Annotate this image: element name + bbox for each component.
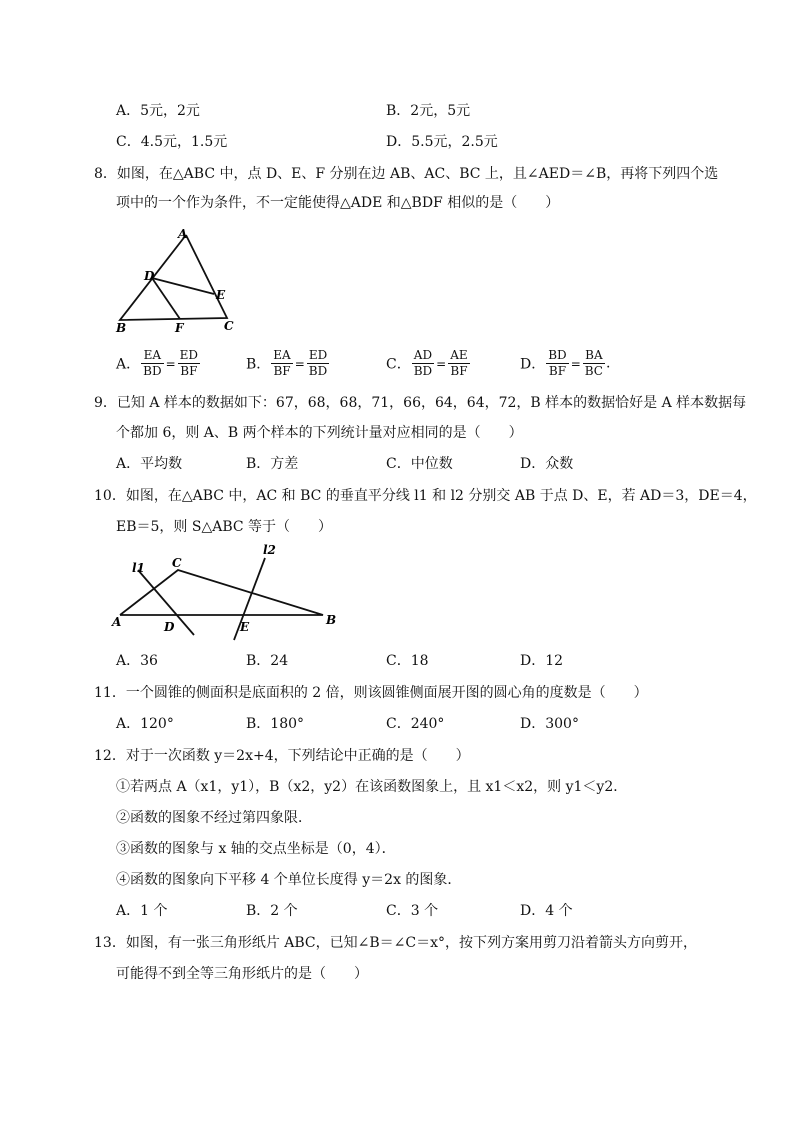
q9-stem-line1: 9．已知 A 样本的数据如下：67，68，68，71，66，64，64，72，B 样本的数据恰好是 A 样本数据每 (94, 395, 747, 411)
q8-label-b: B (116, 321, 127, 335)
q8-triangle-figure (110, 222, 250, 340)
q9-option-d: D．众数 (520, 456, 574, 472)
q9-stem-line2: 个都加 6，则 A、B 两个样本的下列统计量对应相同的是（ ） (116, 425, 523, 441)
q8-label-c: C (224, 319, 234, 333)
q10-label-c: C (172, 556, 182, 570)
q8-label-d: D (144, 269, 155, 283)
q12-stem: 12．对于一次函数 y＝2x+4，下列结论中正确的是（ ） (94, 748, 470, 764)
q11-option-a: A．120° (116, 716, 174, 732)
q9-option-a: A．平均数 (116, 456, 183, 472)
q10-label-d: D (164, 620, 175, 634)
q8-stem-line2: 项中的一个作为条件，不一定能使得△ADE 和△BDF 相似的是（ ） (116, 195, 560, 211)
q9-option-c: C．中位数 (386, 456, 453, 472)
q7-option-a: A．5元，2元 (116, 103, 200, 119)
q8-label-e: E (216, 288, 226, 302)
q8-option-a: A． $\frac{EA}{BD}$ = $\frac{ED}{BF}$ (116, 348, 199, 378)
q10-label-l1: l1 (132, 561, 145, 575)
q7-option-c: C．4.5元，1.5元 (116, 134, 228, 150)
q11-option-c: C．240° (386, 716, 445, 732)
q7-option-d: D．5.5元，2.5元 (386, 134, 498, 150)
q12-option-d: D．4 个 (520, 903, 573, 919)
q12-option-a: A．1 个 (116, 903, 168, 919)
q11-stem: 11．一个圆锥的侧面积是底面积的 2 倍，则该圆锥侧面展开图的圆心角的度数是（ ） (94, 685, 648, 701)
q10-label-l2: l2 (263, 543, 276, 557)
q11-option-b: B．180° (246, 716, 305, 732)
q8-option-b: B． $\frac{EA}{BF}$ = $\frac{ED}{BD}$ (246, 348, 328, 378)
q12-statement-2: ②函数的图象不经过第四象限． (116, 810, 312, 826)
q10-label-a: A (112, 615, 122, 629)
q13-stem-line2: 可能得不到全等三角形纸片的是（ ） (116, 966, 368, 982)
q12-statement-3: ③函数的图象与 x 轴的交点坐标是（0，4）． (116, 841, 396, 857)
q12-statement-4: ④函数的图象向下平移 4 个单位长度得 y＝2x 的图象． (116, 872, 462, 888)
q11-option-d: D．300° (520, 716, 579, 732)
q10-option-a: A．36 (116, 653, 158, 669)
q12-option-b: B．2 个 (246, 903, 298, 919)
q7-option-b: B．2元，5元 (386, 103, 471, 119)
q9-option-b: B．方差 (246, 456, 299, 472)
q10-option-d: D．12 (520, 653, 564, 669)
q8-label-a: A (178, 227, 188, 241)
q12-option-c: C．3 个 (386, 903, 439, 919)
q10-label-b: B (326, 613, 337, 627)
q8-option-c: C． $\frac{AD}{BD}$ = $\frac{AE}{BF}$ (386, 348, 468, 378)
q8-stem-line1: 8．如图，在△ABC 中，点 D、E、F 分别在边 AB、AC、BC 上，且∠AED＝∠B，再将下列四个选 (94, 166, 719, 182)
q10-stem-line1: 10．如图，在△ABC 中，AC 和 BC 的垂直平分线 l1 和 l2 分别交 AB 于点 D、E，若 AD＝3，DE＝4， (94, 488, 757, 504)
q8-option-d: D． $\frac{BD}{BF}$ = $\frac{BA}{BC}$ . (520, 348, 611, 378)
q10-option-c: C．18 (386, 653, 429, 669)
q13-stem-line1: 13．如图，有一张三角形纸片 ABC，已知∠B＝∠C＝x°，按下列方案用剪刀沿着箭头方向剪开， (94, 935, 697, 951)
q12-statement-1: ①若两点 A（x1，y1），B（x2，y2）在该函数图象上，且 x1＜x2，则 y1＜y2． (116, 779, 628, 795)
q10-stem-line2: EB＝5，则 S△ABC 等于（ ） (116, 519, 333, 535)
q8-label-f: F (175, 321, 184, 335)
q10-triangle-figure (108, 540, 348, 645)
q10-option-b: B．24 (246, 653, 289, 669)
q10-label-e: E (240, 620, 250, 634)
